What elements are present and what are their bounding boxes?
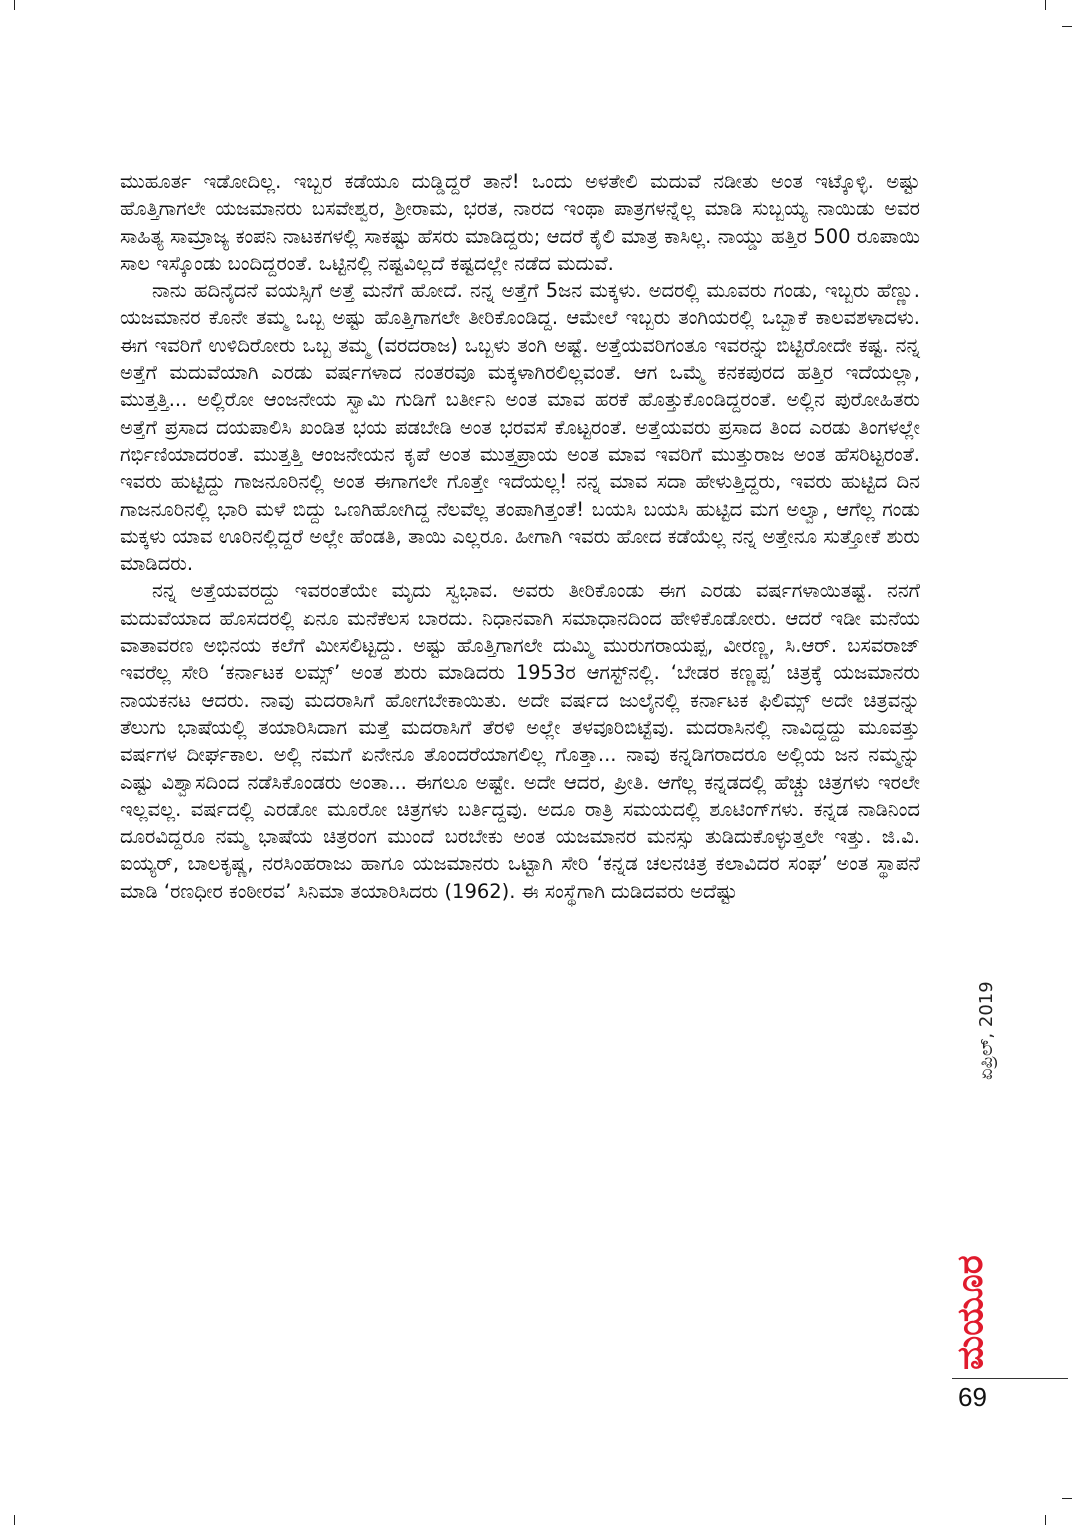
magazine-logo: ಮಯೂರ [950, 1255, 991, 1370]
paragraph: ನನ್ನ ಅತ್ತೆಯವರದ್ದು ಇವರಂತೆಯೇ ಮೃದು ಸ್ವಭಾವ. ಅವರು ತೀರಿಕೊಂಡು ಈಗ ಎರಡು ವರ್ಷಗಳಾಯಿತಷ್ಟೆ. ನನಗೆ ಮದುವೆಯಾದ ಹೊಸದರಲ್ಲಿ ಏನೂ ಮನೆಕೆಲಸ ಬಾರದು. ನಿಧಾನವಾಗಿ ಸಮಾಧಾನದಿಂದ ಹೇಳಿಕೊಡೋರು. ಆದರೆ ಇಡೀ ಮನೆಯ ವಾತಾವರಣ ಅಭಿನಯ ಕಲೆಗೆ ಮೀಸಲಿಟ್ಟದ್ದು. ಅಷ್ಟು ಹೊತ್ತಿಗಾಗಲೇ ದುಮ್ಮಿ ಮುರುಗರಾಯಪ್ಪ, ವೀರಣ್ಣ, ಸಿ.ಆರ್. ಬಸವರಾಜ್ ಇವರೆಲ್ಲ ಸೇರಿ ‘ಕರ್ನಾಟಕ ಲಮ್ಸ್’ ಅಂತ ಶುರು ಮಾಡಿದರು 1953ರ ಆಗಸ್ಟ್‌ನಲ್ಲಿ. ‘ಬೇಡರ ಕಣ್ಣಪ್ಪ’ ಚಿತ್ರಕ್ಕೆ ಯಜಮಾನರು ನಾಯಕನಟ ಆದರು. ನಾವು ಮದರಾಸಿಗೆ ಹೋಗಬೇಕಾಯಿತು. ಅದೇ ವರ್ಷದ ಜುಲೈನಲ್ಲಿ ಕರ್ನಾಟಕ ಫಿಲಿಮ್ಸ್ ಅದೇ ಚಿತ್ರವನ್ನು ತೆಲುಗು ಭಾಷೆಯಲ್ಲಿ ತಯಾರಿಸಿದಾಗ ಮತ್ತೆ ಮದರಾಸಿಗೆ ತೆರಳಿ ಅಲ್ಲೇ ತಳವೂರಿಬಿಟ್ಟೆವು. ಮದರಾಸಿನಲ್ಲಿ ನಾವಿದ್ದದ್ದು ಮೂವತ್ತು ವರ್ಷಗಳ ದೀರ್ಘಕಾಲ. ಅಲ್ಲಿ ನಮಗೆ ಏನೇನೂ ತೊಂದರೆಯಾಗಲಿಲ್ಲ ಗೊತ್ತಾ... ನಾವು ಕನ್ನಡಿಗರಾದರೂ ಅಲ್ಲಿಯ ಜನ ನಮ್ಮನ್ನು ಎಷ್ಟು ವಿಶ್ವಾಸದಿಂದ ನಡೆಸಿಕೊಂಡರು ಅಂತಾ... ಈಗಲೂ ಅಷ್ಟೇ. ಅದೇ ಆದರ, ಪ್ರೀತಿ. ಆಗೆಲ್ಲ ಕನ್ನಡದಲ್ಲಿ ಹೆಚ್ಚು ಚಿತ್ರಗಳು ಇರಲೇ ಇಲ್ಲವಲ್ಲ. ವರ್ಷದಲ್ಲಿ ಎರಡೋ ಮೂರೋ ಚಿತ್ರಗಳು ಬರ್ತಿದ್ದವು. ಅದೂ ರಾತ್ರಿ ಸಮಯದಲ್ಲಿ ಶೂಟಿಂಗ್‌ಗಳು. ಕನ್ನಡ ನಾಡಿನಿಂದ ದೂರವಿದ್ದರೂ ನಮ್ಮ ಭಾಷೆಯ ಚಿತ್ರರಂಗ ಮುಂದೆ ಬರಬೇಕು ಅಂತ ಯಜಮಾನರ ಮನಸ್ಸು ತುಡಿದುಕೊಳ್ಳುತ್ತಲೇ ಇತ್ತು. ಜಿ.ವಿ. ಐಯ್ಯರ್, ಬಾಲಕೃಷ್ಣ, ನರಸಿಂಹರಾಜು ಹಾಗೂ ಯಜಮಾನರು ಒಟ್ಟಾಗಿ ಸೇರಿ ‘ಕನ್ನಡ ಚಲನಚಿತ್ರ ಕಲಾವಿದರ ಸಂಘ’ ಅಂತ ಸ್ಥಾಪನೆ ಮಾಡಿ ‘ರಣಧೀರ ಕಂಠೀರವ’ ಸಿನಿಮಾ ತಯಾರಿಸಿದರು (1962). ಈ ಸಂಸ್ಥೆಗಾಗಿ ದುಡಿದವರು ಅದೆಷ್ಟು [120, 579, 920, 903]
paragraph: ಮುಹೂರ್ತ ಇಡೋದಿಲ್ಲ. ಇಬ್ಬರ ಕಡೆಯೂ ದುಡ್ಡಿದ್ದರೆ ತಾನೆ! ಒಂದು ಅಳತೇಲಿ ಮದುವೆ ನಡೀತು ಅಂತ ಇಟ್ಕೊಳ್ಳಿ. ಅಷ್ಟು ಹೊತ್ತಿಗಾಗಲೇ ಯಜಮಾನರು ಬಸವೇಶ್ವರ, ಶ್ರೀರಾಮ, ಭರತ, ನಾರದ ಇಂಥಾ ಪಾತ್ರಗಳನ್ನೆಲ್ಲ ಮಾಡಿ ಸುಬ್ಬಯ್ಯ ನಾಯಿಡು ಅವರ ಸಾಹಿತ್ಯ ಸಾಮ್ರಾಜ್ಯ ಕಂಪನಿ ನಾಟಕಗಳಲ್ಲಿ ಸಾಕಷ್ಟು ಹೆಸರು ಮಾಡಿದ್ದರು; ಆದರೆ ಕೈಲಿ ಮಾತ್ರ ಕಾಸಿಲ್ಲ. ನಾಯ್ಡು ಹತ್ತಿರ 500 ರೂಪಾಯಿ ಸಾಲ ಇಸ್ಕೊಂಡು ಬಂದಿದ್ದರಂತೆ. ಒಟ್ಟಿನಲ್ಲಿ ನಷ್ಟವಿಲ್ಲದೆ ಕಷ್ಟದಲ್ಲೇ ನಡೆದ ಮದುವೆ. [120, 170, 920, 275]
article-body [120, 168, 920, 905]
crop-mark-bottom-right [1045, 1515, 1046, 1525]
crop-mark-right-lower [1062, 1498, 1072, 1499]
footer-rule [952, 1378, 1068, 1379]
crop-mark-top-left [14, 0, 15, 10]
crop-mark-right-upper [1062, 26, 1072, 27]
paragraph: ನಾನು ಹದಿನೈದನೆ ವಯಸ್ಸಿಗೆ ಅತ್ತೆ ಮನೆಗೆ ಹೋದೆ. ನನ್ನ ಅತ್ತೆಗೆ 5ಜನ ಮಕ್ಕಳು. ಅದರಲ್ಲಿ ಮೂವರು ಗಂಡು, ಇಬ್ಬರು ಹೆಣ್ಣು. ಯಜಮಾನರ ಕೊನೇ ತಮ್ಮ ಒಬ್ಬ ಅಷ್ಟು ಹೊತ್ತಿಗಾಗಲೇ ತೀರಿಕೊಂಡಿದ್ದ. ಆಮೇಲೆ ಇಬ್ಬರು ತಂಗಿಯರಲ್ಲಿ ಒಬ್ಬಾಕೆ ಕಾಲವಶಳಾದಳು. ಈಗ ಇವರಿಗೆ ಉಳಿದಿರೋರು ಒಬ್ಬ ತಮ್ಮ (ವರದರಾಜ) ಒಬ್ಬಳು ತಂಗಿ ಅಷ್ಟೆ. ಅತ್ತೆಯವರಿಗಂತೂ ಇವರನ್ನು ಬಿಟ್ಟಿರೋದೇ ಕಷ್ಟ. ನನ್ನ ಅತ್ತೆಗೆ ಮದುವೆಯಾಗಿ ಎರಡು ವರ್ಷಗಳಾದ ನಂತರವೂ ಮಕ್ಕಳಾಗಿರಲಿಲ್ಲವಂತೆ. ಆಗ ಒಮ್ಮೆ ಕನಕಪುರದ ಹತ್ತಿರ ಇದೆಯಲ್ಲಾ, ಮುತ್ತತ್ತಿ... ಅಲ್ಲಿರೋ ಆಂಜನೇಯ ಸ್ವಾಮಿ ಗುಡಿಗೆ ಬರ್ತೀನಿ ಅಂತ ಮಾವ ಹರಕೆ ಹೊತ್ತುಕೊಂಡಿದ್ದರಂತೆ. ಅಲ್ಲಿನ ಪುರೋಹಿತರು ಅತ್ತೆಗೆ ಪ್ರಸಾದ ದಯಪಾಲಿಸಿ ಖಂಡಿತ ಭಯ ಪಡಬೇಡಿ ಅಂತ ಭರವಸೆ ಕೊಟ್ಟರಂತೆ. ಅತ್ತೆಯವರು ಪ್ರಸಾದ ತಿಂದ ಎರಡು ತಿಂಗಳಲ್ಲೇ ಗರ್ಭಿಣಿಯಾದರಂತೆ. ಮುತ್ತತ್ತಿ ಆಂಜನೇಯನ ಕೃಪೆ ಅಂತ ಮುತ್ತಪ್ರಾಯ ಅಂತ ಮಾವ ಇವರಿಗೆ ಮುತ್ತುರಾಜ ಅಂತ ಹೆಸರಿಟ್ಟರಂತೆ. ಇವರು ಹುಟ್ಟಿದ್ದು ಗಾಜನೂರಿನಲ್ಲಿ ಅಂತ ಈಗಾಗಲೇ ಗೊತ್ತೇ ಇದೆಯಲ್ಲ! ನನ್ನ ಮಾವ ಸದಾ ಹೇಳುತ್ತಿದ್ದರು, ಇವರು ಹುಟ್ಟಿದ ದಿನ ಗಾಜನೂರಿನಲ್ಲಿ ಭಾರಿ ಮಳೆ ಬಿದ್ದು ಒಣಗಿಹೋಗಿದ್ದ ನೆಲವೆಲ್ಲ ತಂಪಾಗಿತ್ತಂತೆ! ಬಯಸಿ ಬಯಸಿ ಹುಟ್ಟಿದ ಮಗ ಅಲ್ವಾ, ಆಗೆಲ್ಲ ಗಂಡು ಮಕ್ಕಳು ಯಾವ ಊರಿನಲ್ಲಿದ್ದರೆ ಅಲ್ಲೇ ಹೆಂಡತಿ, ತಾಯಿ ಎಲ್ಲರೂ. ಹೀಗಾಗಿ ಇವರು ಹೋದ ಕಡೆಯೆಲ್ಲ ನನ್ನ ಅತ್ತೇನೂ ಸುತ್ತೋಕೆ ಶುರು ಮಾಡಿದರು. [120, 279, 920, 576]
crop-mark-bottom-left [14, 1515, 15, 1525]
issue-date: ಏಪ್ರಿಲ್, 2019 [976, 981, 997, 1080]
crop-mark-top-right [1045, 0, 1046, 10]
page-number: 69 [958, 1382, 987, 1412]
